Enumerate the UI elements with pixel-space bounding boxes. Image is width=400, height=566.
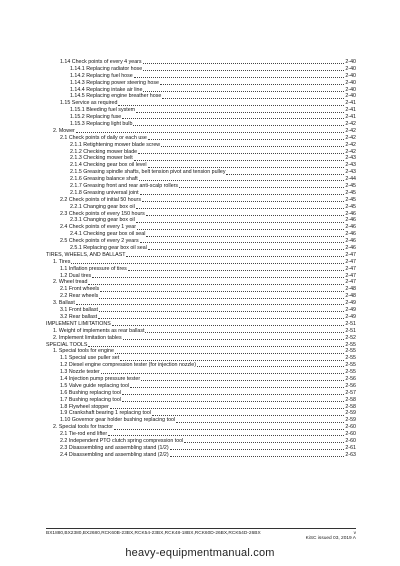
footer-page-number: v <box>353 531 356 536</box>
toc-dot-leader <box>226 174 344 175</box>
toc-dot-leader <box>136 208 345 209</box>
toc-entry-title: 1.7 Bushing replacing tool <box>60 396 121 403</box>
toc-entry-title: 2.1.8 Greasing universal joint <box>70 189 139 196</box>
toc-dot-leader <box>136 222 345 223</box>
toc-entry-page: 2-41 <box>345 100 356 107</box>
toc-entry-title: 2.5.1 Replacing gear box oil seal <box>70 245 147 252</box>
toc-dot-leader <box>122 118 344 119</box>
toc-dot-leader <box>71 263 344 264</box>
toc-entry[interactable] <box>46 252 356 259</box>
toc-entry-title: 2.1.7 Greasing front and rear anti-scalp rollers <box>70 183 179 190</box>
toc-entry[interactable] <box>46 452 356 459</box>
toc-dot-leader <box>170 449 345 450</box>
toc-entry[interactable] <box>46 190 356 197</box>
toc-entry-title: 2.2 Independent PTO clutch spring compression tool <box>60 437 184 444</box>
toc-entry[interactable] <box>46 217 356 224</box>
toc-dot-leader <box>141 380 344 381</box>
toc-entry-page: 2-46 <box>345 217 356 224</box>
toc-entry-title: 1.14.2 Replacing fuel hose <box>70 72 133 79</box>
toc-entry-page: 2-55 <box>345 348 356 355</box>
toc-entry-title: TIRES, WHEELS, AND BALLAST <box>46 251 126 258</box>
toc-entry[interactable] <box>46 293 356 300</box>
toc-entry-title: 2. Wheel tread <box>53 279 88 286</box>
toc-entry-title: 1.5 Valve guide replacing tool <box>60 382 130 389</box>
toc-dot-leader <box>118 105 344 106</box>
toc-entry-page: 2-40 <box>345 72 356 79</box>
toc-entry[interactable] <box>46 445 356 452</box>
toc-entry-page: 2-47 <box>345 251 356 258</box>
toc-entry[interactable] <box>46 431 356 438</box>
toc-entry-page: 2-61 <box>345 444 356 451</box>
toc-dot-leader <box>114 429 344 430</box>
toc-entry-page: 2-45 <box>345 196 356 203</box>
toc-entry[interactable] <box>46 121 356 128</box>
toc-entry[interactable] <box>46 397 356 404</box>
toc-entry-title: 1.1 Special use puller set <box>60 355 120 362</box>
toc-entry-page: 2-45 <box>345 203 356 210</box>
toc-entry[interactable] <box>46 183 356 190</box>
toc-entry[interactable] <box>46 87 356 94</box>
toc-entry[interactable] <box>46 211 356 218</box>
toc-entry-title: 2.4.1 Checking gear box oil seal <box>70 231 146 238</box>
toc-entry[interactable] <box>46 128 356 135</box>
toc-dot-leader <box>99 311 344 312</box>
toc-entry-title: 2.1.6 Greasing balance shaft <box>70 176 138 183</box>
toc-entry-page: 2-63 <box>345 451 356 458</box>
toc-entry-page: 2-47 <box>345 272 356 279</box>
toc-entry-page: 2-48 <box>345 293 356 300</box>
toc-entry-title: 1.14.1 Replacing radiator hose <box>70 65 143 72</box>
toc-entry-title: 1.14.3 Replacing power steering hose <box>70 79 159 86</box>
toc-entry-page: 2-58 <box>345 403 356 410</box>
toc-entry-page: 2-46 <box>345 210 356 217</box>
toc-dot-leader <box>197 366 344 367</box>
toc-entry-title: 2.1.2 Checking mower blade <box>70 148 138 155</box>
toc-dot-leader <box>143 70 344 71</box>
toc-dot-leader <box>110 408 345 409</box>
toc-entry[interactable] <box>46 321 356 328</box>
toc-entry-page: 2-42 <box>345 134 356 141</box>
toc-entry-title: 1.10 Governor gear holder bushing replacing tool <box>60 417 176 424</box>
toc-entry[interactable] <box>46 300 356 307</box>
toc-entry[interactable] <box>46 369 356 376</box>
toc-entry-title: 2.1 Check points of daily or each use <box>60 134 147 141</box>
page-footer <box>46 528 356 541</box>
toc-entry[interactable] <box>46 204 356 211</box>
toc-entry-page: 2-42 <box>345 148 356 155</box>
toc-entry[interactable] <box>46 155 356 162</box>
toc-entry[interactable] <box>46 390 356 397</box>
toc-entry-page: 2-47 <box>345 279 356 286</box>
toc-entry-page: 2-56 <box>345 375 356 382</box>
watermark-text: heavy-equipmentmanual.com <box>125 547 275 559</box>
footer-issue: KiSC issued 03, 2019 A <box>305 536 356 541</box>
toc-entry-title: 1.2 Diesel engine compression tester (for injection nozzle) <box>60 362 197 369</box>
toc-entry-title: 1.8 Flywheel stopper <box>60 403 109 410</box>
toc-dot-leader <box>136 112 344 113</box>
toc-entry[interactable] <box>46 280 356 287</box>
toc-entry[interactable] <box>46 348 356 355</box>
toc-entry-page: 2-60 <box>345 431 356 438</box>
toc-dot-leader <box>143 91 344 92</box>
toc-entry[interactable] <box>46 438 356 445</box>
toc-entry-page: 2-52 <box>345 334 356 341</box>
toc-entry-title: 2.2.1 Changing gear box oil <box>70 203 135 210</box>
toc-dot-leader <box>145 332 344 333</box>
toc-entry-title: 2.1.3 Checking mower belt <box>70 155 133 162</box>
toc-entry-page: 2-46 <box>345 231 356 238</box>
toc-entry[interactable] <box>46 273 356 280</box>
toc-entry[interactable] <box>46 162 356 169</box>
toc-entry-title: 2.3 Disassembling and assembling stand (1/2) <box>60 444 169 451</box>
toc-entry[interactable] <box>46 362 356 369</box>
toc-entry-page: 2-40 <box>345 86 356 93</box>
toc-entry-page: 2-45 <box>345 189 356 196</box>
toc-dot-leader <box>122 394 344 395</box>
toc-dot-leader <box>134 160 345 161</box>
toc-entry[interactable] <box>46 80 356 87</box>
toc-entry-title: 2.1 Tie-rod end lifter <box>60 431 108 438</box>
toc-entry-page: 2-48 <box>345 286 356 293</box>
toc-entry-title: 1.15.1 Bleeding fuel system <box>70 107 136 114</box>
toc-dot-leader <box>162 98 344 99</box>
toc-entry-page: 2-49 <box>345 313 356 320</box>
toc-entry-title: 1.6 Bushing replacing tool <box>60 389 121 396</box>
toc-dot-leader <box>161 146 344 147</box>
toc-entry[interactable] <box>46 328 356 335</box>
toc-entry-title: 1. Special tools for engine <box>53 348 114 355</box>
toc-entry-page: 2-55 <box>345 341 356 348</box>
toc-dot-leader <box>100 291 344 292</box>
toc-dot-leader <box>142 201 344 202</box>
toc-dot-leader <box>76 132 345 133</box>
toc-entry-page: 2-40 <box>345 79 356 86</box>
table-of-contents <box>46 59 356 459</box>
toc-entry-title: 2.1.1 Retightening mower blade screw <box>70 141 161 148</box>
toc-entry-page: 2-59 <box>345 417 356 424</box>
toc-dot-leader <box>139 180 345 181</box>
toc-entry[interactable] <box>46 107 356 114</box>
toc-entry[interactable] <box>46 169 356 176</box>
toc-entry-page: 2-49 <box>345 307 356 314</box>
toc-entry-page: 2-55 <box>345 369 356 376</box>
toc-dot-leader <box>120 360 344 361</box>
toc-entry-page: 2-60 <box>345 437 356 444</box>
toc-entry[interactable] <box>46 307 356 314</box>
toc-entry-page: 2-44 <box>345 176 356 183</box>
toc-entry-title: 1.9 Crankshaft bearing 1 replacing tool <box>60 410 151 417</box>
toc-dot-leader <box>148 167 345 168</box>
toc-entry-title: 3.2 Rear ballast <box>60 313 98 320</box>
toc-entry-title: 1.2 Dual tires <box>60 272 92 279</box>
toc-dot-leader <box>152 415 344 416</box>
toc-entry[interactable] <box>46 100 356 107</box>
toc-entry-page: 2-56 <box>345 382 356 389</box>
toc-entry[interactable] <box>46 286 356 293</box>
toc-entry[interactable] <box>46 424 356 431</box>
toc-entry-page: 2-40 <box>345 65 356 72</box>
toc-entry-title: 1. Tires <box>53 258 71 265</box>
toc-entry[interactable] <box>46 73 356 80</box>
toc-entry[interactable] <box>46 231 356 238</box>
toc-entry[interactable] <box>46 66 356 73</box>
toc-entry-title: 2. Special tools for tractor <box>53 424 114 431</box>
toc-entry[interactable] <box>46 342 356 349</box>
toc-entry-title: 2.1.4 Checking gear box oil level <box>70 162 147 169</box>
toc-entry-page: 2-42 <box>345 121 356 127</box>
toc-entry[interactable] <box>46 142 356 149</box>
toc-entry-page: 2-55 <box>345 355 356 362</box>
toc-entry-page: 2-43 <box>345 169 356 176</box>
toc-dot-leader <box>99 298 344 299</box>
toc-entry-page: 2-40 <box>345 93 356 100</box>
toc-entry-page: 2-46 <box>345 238 356 245</box>
toc-dot-leader <box>140 194 345 195</box>
toc-entry-page: 2-49 <box>345 300 356 307</box>
toc-entry-title: 1.3 Nozzle tester <box>60 369 100 376</box>
toc-dot-leader <box>160 84 344 85</box>
toc-dot-leader <box>92 277 344 278</box>
toc-entry-title: SPECIAL TOOLS <box>46 341 88 348</box>
toc-entry-page: 2-55 <box>345 362 356 369</box>
toc-entry-title: 2.4 Check points of every 1 year <box>60 224 136 231</box>
toc-entry-title: 1.15 Service as required <box>60 100 118 107</box>
toc-entry[interactable] <box>46 410 356 417</box>
toc-dot-leader <box>184 442 344 443</box>
toc-dot-leader <box>140 242 345 243</box>
toc-entry-page: 2-58 <box>345 396 356 403</box>
toc-dot-leader <box>123 339 345 340</box>
toc-entry-title: 2.2 Check points of initial 50 hours <box>60 196 141 203</box>
toc-entry-title: IMPLEMENT LIMITATIONS <box>46 320 111 327</box>
toc-entry-title: 1.4 Injection pump pressure tester <box>60 375 141 382</box>
toc-entry-title: 2.4 Disassembling and assembling stand (2/2) <box>60 451 169 458</box>
toc-entry-page: 2-51 <box>345 320 356 327</box>
toc-entry-page: 2-59 <box>345 410 356 417</box>
toc-dot-leader <box>134 77 345 78</box>
footer-rule <box>46 528 356 529</box>
toc-entry-page: 2-41 <box>345 107 356 114</box>
toc-dot-leader <box>146 236 344 237</box>
toc-dot-leader <box>122 401 344 402</box>
toc-dot-leader <box>98 318 344 319</box>
toc-entry-title: 2. Mower <box>53 127 75 134</box>
toc-dot-leader <box>108 435 344 436</box>
toc-entry[interactable] <box>46 176 356 183</box>
toc-entry-page: 2-43 <box>345 155 356 162</box>
toc-entry-page: 2-45 <box>345 183 356 190</box>
toc-entry-title: 2.3.1 Changing gear box oil <box>70 217 135 224</box>
toc-dot-leader <box>137 229 344 230</box>
toc-entry[interactable] <box>46 149 356 156</box>
footer-models: BX1880,BX2380,BX2680,RCK60B-23BX,RCK54-23BX,RCK48-18BX,RCK60D-26BX,RCK54D-26BX <box>46 531 261 536</box>
toc-entry[interactable] <box>46 59 356 66</box>
toc-entry-page: 2-40 <box>345 58 356 65</box>
toc-entry-title: 1.15.2 Replacing fuse <box>70 114 122 121</box>
toc-entry-page: 2-47 <box>345 258 356 265</box>
toc-entry-title: 2.3 Check points of every 150 hours <box>60 210 145 217</box>
toc-entry-title: 2.2 Rear wheels <box>60 293 99 300</box>
toc-entry-title: 2. Implement limitation tables <box>53 334 122 341</box>
toc-dot-leader <box>76 304 345 305</box>
toc-entry-title: 1.14 Check points of every 4 years <box>60 58 142 65</box>
toc-dot-leader <box>126 256 344 257</box>
toc-dot-leader <box>176 422 344 423</box>
toc-entry[interactable] <box>46 314 356 321</box>
toc-dot-leader <box>133 125 344 126</box>
toc-entry[interactable] <box>46 335 356 342</box>
toc-dot-leader <box>115 353 344 354</box>
toc-entry-title: 2.1 Front wheels <box>60 286 100 293</box>
toc-dot-leader <box>148 249 345 250</box>
toc-entry-page: 2-51 <box>345 327 356 334</box>
toc-entry[interactable] <box>46 93 356 100</box>
toc-entry[interactable] <box>46 197 356 204</box>
toc-entry[interactable] <box>46 417 356 424</box>
toc-entry-title: 3.1 Front ballast <box>60 307 98 314</box>
toc-entry-page: 2-60 <box>345 424 356 431</box>
toc-entry[interactable] <box>46 404 356 411</box>
toc-entry[interactable] <box>46 266 356 273</box>
toc-dot-leader <box>130 387 344 388</box>
toc-entry-title: 1.15.3 Replacing light bulb <box>70 121 133 127</box>
toc-dot-leader <box>146 215 345 216</box>
toc-entry[interactable] <box>46 238 356 245</box>
toc-entry[interactable] <box>46 376 356 383</box>
toc-entry[interactable] <box>46 383 356 390</box>
toc-entry-title: 1.1 Inflation pressure of tires <box>60 265 127 272</box>
toc-entry[interactable] <box>46 355 356 362</box>
toc-entry-page: 2-46 <box>345 224 356 231</box>
toc-entry-page: 2-57 <box>345 389 356 396</box>
toc-entry[interactable] <box>46 245 356 252</box>
toc-dot-leader <box>138 153 344 154</box>
toc-entry[interactable] <box>46 114 356 121</box>
toc-entry-title: 1.14.4 Replacing intake air line <box>70 86 143 93</box>
toc-entry-page: 2-46 <box>345 245 356 252</box>
toc-dot-leader <box>101 373 345 374</box>
toc-dot-leader <box>88 284 344 285</box>
toc-entry[interactable] <box>46 224 356 231</box>
toc-entry-title: 2.1.5 Greasing spindle shafts, belt tension pivot and tension pulley <box>70 169 226 176</box>
toc-dot-leader <box>88 346 344 347</box>
toc-dot-leader <box>112 325 345 326</box>
toc-dot-leader <box>143 63 345 64</box>
toc-entry-page: 2-43 <box>345 162 356 169</box>
toc-dot-leader <box>179 187 344 188</box>
toc-dot-leader <box>170 456 345 457</box>
toc-dot-leader <box>148 139 345 140</box>
toc-entry-page: 2-41 <box>345 114 356 121</box>
toc-dot-leader <box>128 270 345 271</box>
toc-entry-page: 2-47 <box>345 265 356 272</box>
toc-entry-title: 3. Ballast <box>53 300 75 307</box>
toc-entry[interactable] <box>46 259 356 266</box>
toc-entry-page: 2-42 <box>345 141 356 148</box>
toc-entry-page: 2-42 <box>345 127 356 134</box>
toc-entry[interactable] <box>46 135 356 142</box>
toc-entry-title: 1.14.5 Replacing engine breather hose <box>70 93 162 100</box>
toc-entry-title: 2.5 Check points of every 2 years <box>60 238 139 245</box>
toc-entry-title: 1. Weight of implements as rear ballast <box>53 327 145 334</box>
